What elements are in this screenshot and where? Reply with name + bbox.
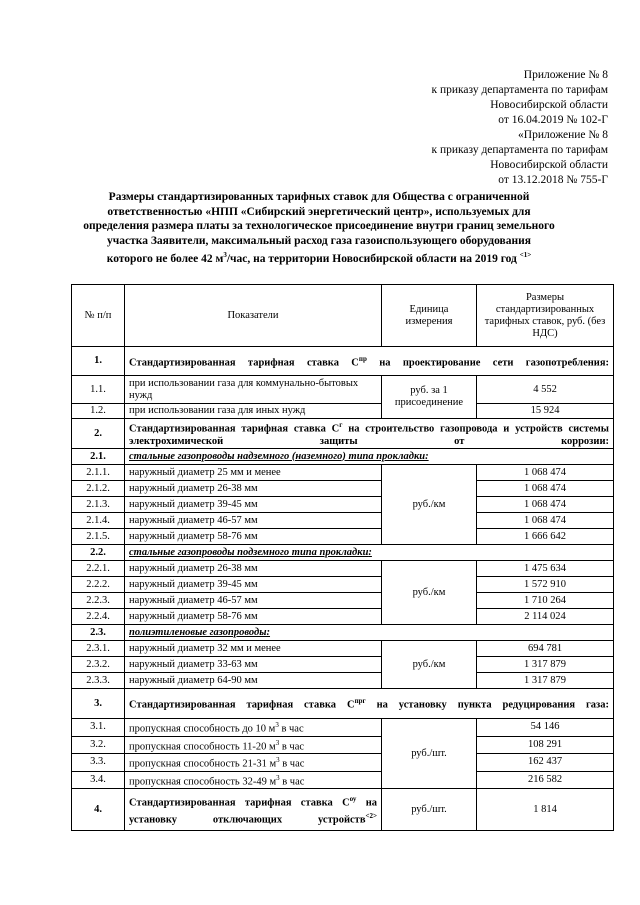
table-row — [72, 609, 614, 625]
row-name: наружный диаметр 32 мм и менее — [125, 641, 382, 657]
title-line: Размеры стандартизированных тарифных ставок для Общества с ограниченной — [108, 191, 530, 203]
tariff-table — [71, 284, 614, 831]
header-line: к приказу департамента по тарифам — [431, 144, 608, 156]
row-value: 1 666 642 — [477, 529, 614, 545]
row-name: наружный диаметр 58-76 мм — [125, 529, 382, 545]
row-name: наружный диаметр 39-45 мм — [125, 497, 382, 513]
subsection-row — [72, 545, 614, 561]
row-num: 2.2.1. — [72, 561, 125, 577]
row-value: 54 146 — [477, 719, 614, 737]
header-line: к приказу департамента по тарифам — [431, 84, 608, 96]
row-value: 1 068 474 — [477, 497, 614, 513]
row-value: 162 437 — [477, 754, 614, 772]
section-text-part: Стандартизированная тарифная ставка С — [129, 797, 350, 809]
subsection-num: 2.1. — [72, 449, 125, 465]
section-text — [125, 689, 614, 719]
row-name-part: в час — [279, 758, 305, 770]
row-name-part: пропускная способность 21-31 м — [129, 758, 277, 770]
subsection-num: 2.3. — [72, 625, 125, 641]
row-num: 3.1. — [72, 719, 125, 737]
subsection-num: 2.2. — [72, 545, 125, 561]
title-line: определения размера платы за технологическое присоединение внутри границ земельного — [83, 220, 555, 232]
col-num-header: № п/п — [72, 285, 125, 347]
section-text — [125, 419, 614, 449]
table-row — [72, 513, 614, 529]
rate-sup: пр — [358, 354, 367, 363]
row-name — [125, 719, 382, 737]
section-text-part: на установку пункта редуцирования газа: — [365, 699, 609, 711]
row-num: 2.1.1. — [72, 465, 125, 481]
row-name: наружный диаметр 39-45 мм — [125, 577, 382, 593]
unit-sup: 3 — [276, 773, 280, 782]
row-value: 4 552 — [477, 376, 614, 404]
subsection-text-tail: : — [368, 546, 372, 558]
row-value: 108 291 — [477, 736, 614, 754]
row-name-part: пропускная способность до 10 м — [129, 723, 276, 735]
section-num: 2. — [72, 419, 125, 449]
subsection-text — [125, 545, 614, 561]
table-row — [72, 376, 614, 404]
unit-sup: 3 — [275, 721, 279, 729]
row-num: 2.1.4. — [72, 513, 125, 529]
row-value: 1 068 474 — [477, 513, 614, 529]
header-line: Новосибирской области — [490, 99, 608, 111]
table-row — [72, 593, 614, 609]
row-num: 2.1.3. — [72, 497, 125, 513]
rate-sup: прг — [354, 697, 366, 706]
row-num: 2.3.3. — [72, 673, 125, 689]
table-row — [72, 497, 614, 513]
table-row — [72, 719, 614, 737]
section-text — [125, 347, 614, 376]
row-value: 1 475 634 — [477, 561, 614, 577]
document-title — [80, 190, 558, 266]
subsection-row — [72, 449, 614, 465]
row-name: при использовании газа для коммунально-бытовых нужд — [125, 376, 382, 404]
row-name-part: пропускная способность 11-20 м — [129, 741, 276, 752]
table-row — [72, 481, 614, 497]
subsection-text: полиэтиленовые газопроводы: — [125, 625, 614, 641]
table-row — [72, 529, 614, 545]
row-num: 2.2.2. — [72, 577, 125, 593]
title-line: ответственностью «НПП «Сибирский энергетический центр», используемых для — [107, 205, 531, 218]
section-row — [72, 419, 614, 449]
table-row — [72, 754, 614, 772]
row-unit: руб./км — [382, 561, 477, 625]
footnote-ref: <2> — [365, 811, 377, 820]
row-name-part: в час — [278, 723, 304, 735]
col-name-header: Показатели — [125, 285, 382, 347]
row-num: 3.3. — [72, 754, 125, 772]
row-value: 1 068 474 — [477, 481, 614, 497]
table-row — [72, 771, 614, 789]
table-row — [72, 657, 614, 673]
header-line: от 16.04.2019 № 102-Г — [498, 114, 608, 126]
row-num: 3.4. — [72, 771, 125, 789]
section-text-part: Стандартизированная тарифная ставка С — [129, 423, 340, 435]
row-num: 3.2. — [72, 736, 125, 754]
row-unit: руб./шт. — [382, 719, 477, 789]
row-value: 1 317 879 — [477, 673, 614, 689]
title-sup: 3 — [223, 251, 227, 259]
section-text — [125, 789, 382, 831]
subsection-row — [72, 625, 614, 641]
row-value: 1 572 910 — [477, 577, 614, 593]
table-row — [72, 577, 614, 593]
row-value: 1 710 264 — [477, 593, 614, 609]
table-row — [72, 673, 614, 689]
row-value: 1 068 474 — [477, 465, 614, 481]
row-value: 1 317 879 — [477, 657, 614, 673]
row-value: 694 781 — [477, 641, 614, 657]
row-unit: руб./км — [382, 641, 477, 689]
header-line: от 13.12.2018 № 755-Г — [498, 174, 608, 186]
col-value-header: Размеры стандартизированных тарифных ставок, руб. (без НДС) — [477, 285, 614, 347]
row-value: 216 582 — [477, 771, 614, 789]
row-name: наружный диаметр 26-38 мм — [125, 481, 382, 497]
header-line: Новосибирской области — [490, 159, 608, 171]
header-line: Приложение № 8 — [523, 69, 608, 81]
row-value: 1 814 — [477, 789, 614, 831]
section-num: 4. — [72, 789, 125, 831]
row-name — [125, 754, 382, 772]
row-unit: руб./км — [382, 465, 477, 545]
row-num: 1.2. — [72, 404, 125, 419]
row-name — [125, 736, 382, 754]
table-row — [72, 736, 614, 754]
row-name — [125, 771, 382, 789]
row-name: наружный диаметр 46-57 мм — [125, 513, 382, 529]
row-num: 2.1.2. — [72, 481, 125, 497]
row-num: 2.2.3. — [72, 593, 125, 609]
appendix-header — [431, 68, 608, 188]
rate-sup: г — [339, 421, 343, 430]
section-row — [72, 347, 614, 376]
col-unit-header: Единица измерения — [382, 285, 477, 347]
table-row — [72, 465, 614, 481]
section-text-part: на проектирование сети газопотребления: — [366, 357, 610, 369]
table-row — [72, 641, 614, 657]
row-name: наружный диаметр 64-90 мм — [125, 673, 382, 689]
row-num: 2.2.4. — [72, 609, 125, 625]
row-value: 2 114 024 — [477, 609, 614, 625]
section-text-part: на установку отключающих устройств — [129, 797, 377, 825]
subsection-text-part: стальные газопроводы подземного типа прокладки — [129, 546, 369, 558]
row-name: при использовании газа для иных нужд — [125, 404, 382, 419]
row-name: наружный диаметр 46-57 мм — [125, 593, 382, 609]
section-text-part: Стандартизированная тарифная ставка С — [129, 357, 359, 369]
row-value: 15 924 — [477, 404, 614, 419]
subsection-text: стальные газопроводы надземного (наземного) типа прокладки: — [125, 449, 614, 465]
table-row — [72, 561, 614, 577]
rate-sup: оу — [349, 795, 357, 803]
row-num: 1.1. — [72, 376, 125, 404]
footnote-ref: <1> — [519, 251, 532, 259]
row-name: наружный диаметр 58-76 мм — [125, 609, 382, 625]
title-line: участка Заявители, максимальный расход газа газоиспользующего оборудования — [107, 234, 531, 247]
row-num: 2.3.1. — [72, 641, 125, 657]
row-unit: руб. за 1 присоединение — [382, 376, 477, 419]
section-num: 1. — [72, 347, 125, 376]
unit-sup: 3 — [275, 738, 280, 747]
header-line: «Приложение № 8 — [518, 129, 608, 141]
row-num: 2.3.2. — [72, 657, 125, 673]
table-header-row — [72, 285, 614, 347]
row-num: 2.1.5. — [72, 529, 125, 545]
section-text-part: на строительство газопровода и устройств системы электрохимической защиты от коррозии: — [129, 423, 609, 447]
row-name-part: в час — [279, 776, 305, 787]
section-row — [72, 689, 614, 719]
unit-sup: 3 — [276, 756, 280, 764]
title-text: которого не более 42 м — [106, 252, 224, 265]
row-unit: руб./шт. — [382, 789, 477, 831]
row-name: наружный диаметр 25 мм и менее — [125, 465, 382, 481]
row-name-part: в час — [279, 741, 305, 752]
title-text: /час, на территории Новосибирской области на 2019 год — [226, 252, 520, 265]
section-row — [72, 789, 614, 831]
row-name: наружный диаметр 33-63 мм — [125, 657, 382, 673]
section-num: 3. — [72, 689, 125, 719]
row-name-part: пропускная способность 32-49 м — [129, 776, 277, 787]
row-name: наружный диаметр 26-38 мм — [125, 561, 382, 577]
table-row — [72, 404, 614, 419]
title-line — [80, 248, 558, 266]
section-text-part: Стандартизированная тарифная ставка С — [129, 699, 355, 711]
